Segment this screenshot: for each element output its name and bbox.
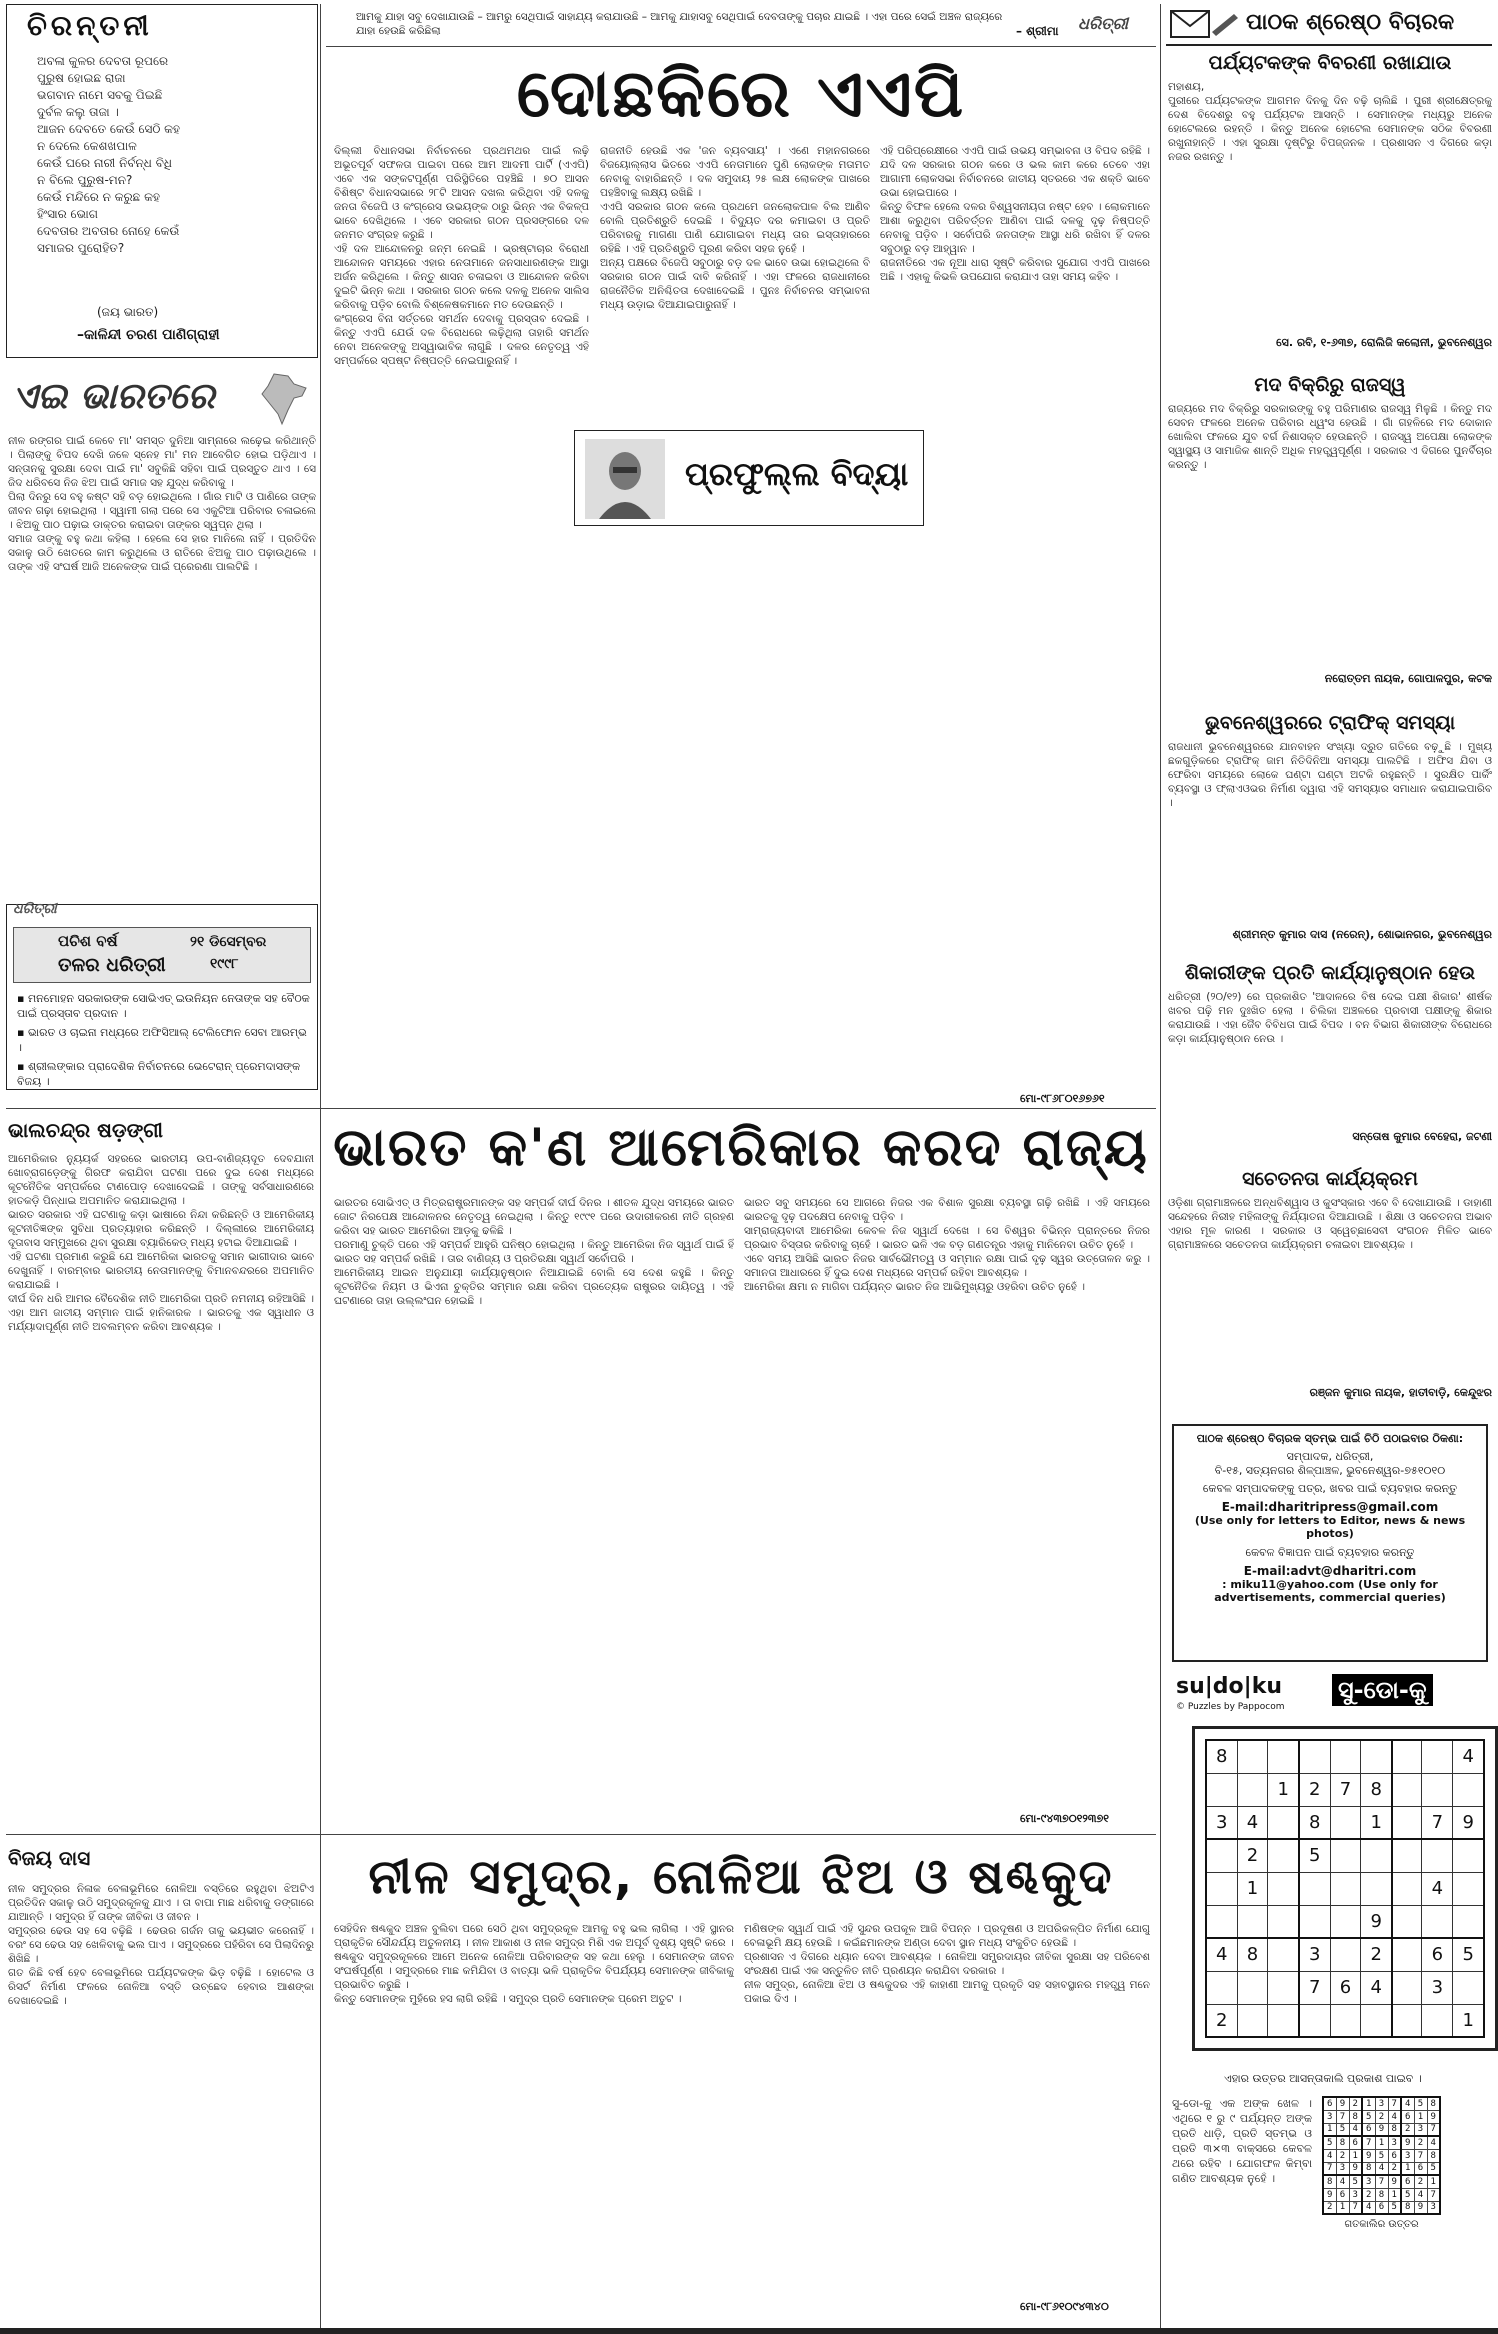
sudoku-cell: 8 xyxy=(1362,2162,1375,2175)
reader-header xyxy=(1166,4,1492,46)
sudoku-cell: 2 xyxy=(1414,2136,1427,2149)
sudoku-cell xyxy=(1268,1740,1299,1773)
sudoku-cell xyxy=(1268,1971,1299,2004)
sudoku-cell: 1 xyxy=(1336,2201,1349,2214)
sudoku-cell: 7 xyxy=(1362,2136,1375,2149)
sudoku-cell: 4 xyxy=(1401,2097,1414,2110)
sudoku-row xyxy=(1323,2175,1440,2188)
sudoku-cell xyxy=(1237,2004,1268,2037)
article-2-author: ଭାଲଚନ୍ଦ୍ର ଷଡ଼ଙ୍ଗୀ xyxy=(8,1118,163,1142)
sudoku-cell: 3 xyxy=(1375,2097,1388,2110)
sudoku-row xyxy=(1206,1740,1484,1773)
ei-bharat-header xyxy=(6,370,318,430)
sudoku-cell: 4 xyxy=(1323,2149,1336,2162)
sudoku-cell xyxy=(1299,2004,1330,2037)
letter-text: ଧରିତ୍ରୀ (୨୦/୧୨) ରେ ପ୍ରକାଶିତ 'ଆଦାଳରେ ବିଷ ଦେଇ ପକ୍ଷୀ ଶିକାର' ଶୀର୍ଷକ ଖବର ପଢ଼ି ମନ ଦୁଃଖିତ ହେଲା । ଚିଲିକା ଅଞ୍ଚଳରେ ପ୍ରବାସୀ ପକ୍ଷୀଙ୍କୁ ଶିକାର କରାଯାଉଛି । ଏହା ଜୈବ ବିବିଧତା ପାଇଁ ବିପଦ । ବନ ବିଭାଗ ଶିକାରୀଙ୍କ ବିରୋଧରେ କଡ଼ା କାର୍ଯ୍ୟାନୁଷ୍ଠାନ ନେଉ । xyxy=(1168,991,1492,1045)
sudoku-cell: 8 xyxy=(1427,2149,1440,2162)
sudoku-cell: 3 xyxy=(1299,1938,1330,1971)
letter-title: ଶିକାରୀଙ୍କ ପ୍ରତି କାର୍ଯ୍ୟାନୁଷ୍ଠାନ ହେଉ xyxy=(1184,962,1476,984)
sudoku-cell: 5 xyxy=(1362,2110,1375,2123)
article-3-col-3: ମଣିଷଙ୍କ ସ୍ୱାର୍ଥ ପାଇଁ ଏହି ସୁନ୍ଦର ଉପକୂଳ ଆଜି ବିପନ୍ନ । ପ୍ରଦୂଷଣ ଓ ଅପରିକଳ୍ପିତ ନିର୍ମାଣ ଯୋଗୁ ବେଳାଭୂମି କ୍ଷୟ ହେଉଛି । କଇଁଛମାନଙ୍କ ଅଣ୍ଡା ଦେବା ସ୍ଥାନ ମଧ୍ୟ ସଂକୁଚିତ ହେଉଛି । ପ୍ରଶାସନ ଏ ଦିଗରେ ଧ୍ୟାନ ଦେବା ଆବଶ୍ୟକ । ନୋଳିଆ ସମ୍ପ୍ରଦାୟର ଜୀବିକା ସୁରକ୍ଷା ସହ ପରିବେଶ ସଂରକ୍ଷଣ ପାଇଁ ଏକ ସନ୍ତୁଳିତ ନୀତି ପ୍ରଣୟନ କରାଯିବା ଦରକାର । ନୀଳ ସମୁଦ୍ର, ନୋଳିଆ ଝିଅ ଓ ଷଣ୍ଢକୁଦର ଏହି କାହାଣୀ ଆମକୁ ପ୍ରକୃତି ସହ ସହାବସ୍ଥାନର ମହତ୍ତ୍ୱ ମନେ ପକାଇ ଦିଏ । xyxy=(744,1923,1150,2005)
ei-bharat-text: ନୀଳ ରଙ୍ଗର ପାଇଁ କେବେ ମା' ସମସ୍ତ ଦୁନିଆ ସାମ୍ନାରେ ଲଢ଼େଇ କରିଥାନ୍ତି । ପିଲାଙ୍କୁ ବିପଦ ଦେଖି ଜଳେ ସ୍ନେହ ମା' ମନ ଆବେଗିତ ହୋଇ ପଡ଼ିଥାଏ । ସନ୍ତାନକୁ ସୁରକ୍ଷା ଦେବା ପାଇଁ ମା' ସବୁକିଛି ସହିବା ପାଇଁ ପ୍ରସ୍ତୁତ ଥାଏ । ସେ ଜିଦ ଧରିବସେ ନିଜ ଝିଅ ପାଇଁ ସମାଜ ସହ ଯୁଦ୍ଧ କରିବାକୁ । ପିଲା ଦିନରୁ ସେ ବହୁ କଷ୍ଟ ସହି ବଡ଼ ହୋଇଥିଲେ । ଗାଁର ମାଟି ଓ ପାଣିରେ ତାଙ୍କ ଜୀବନ ଗଢ଼ା ହୋଇଥିଲା । ସ୍ୱାମୀ ଗଲା ପରେ ସେ ଏକୁଟିଆ ପରିବାର ଚଳାଇଲେ । ଝିଅକୁ ପାଠ ପଢ଼ାଇ ଡାକ୍ତର କରାଇବା ତାଙ୍କର ସ୍ୱପ୍ନ ଥିଲା । ସମାଜ ତାଙ୍କୁ ବହୁ କଥା କହିଲା । ହେଲେ ସେ ହାର ମାନିଲେ ନାହିଁ । ପ୍ରତିଦିନ ସକାଳୁ ଉଠି ଖେତରେ କାମ କରୁଥିଲେ ଓ ରାତିରେ ଝିଅକୁ ପାଠ ପଢ଼ାଉଥିଲେ । ତାଙ୍କ ଏହି ସଂଘର୍ଷ ଆଜି ଅନେକଙ୍କ ପାଇଁ ପ୍ରେରଣା ପାଲଟିଛି । xyxy=(8,435,316,573)
sudoku-cell: 8 xyxy=(1349,2110,1362,2123)
sudoku-cell: 6 xyxy=(1375,2201,1388,2214)
letter-title: ପର୍ଯ୍ୟଟକଙ୍କ ବିବରଣୀ ରଖାଯାଉ xyxy=(1208,52,1452,74)
chirantani-author: –କାଳିନ୍ଦୀ ଚରଣ ପାଣିଗ୍ରାହୀ xyxy=(77,327,220,343)
sudoku-cell: 4 xyxy=(1349,2123,1362,2136)
sudoku-cell: 1 xyxy=(1237,1872,1268,1905)
sudoku-cell: 3 xyxy=(1349,2188,1362,2201)
contact-email[interactable]: E-mail:advt@dharitri.com xyxy=(1243,1564,1417,1578)
letter-2 xyxy=(1168,374,1492,704)
sudoku-cell: 5 xyxy=(1453,1938,1484,1971)
sudoku-cell xyxy=(1422,1773,1453,1806)
article-2-col-3: ଭାରତ ସବୁ ସମୟରେ ସେ ଆଗରେ ନିଜର ଏକ ବିଶାଳ ସୁରକ୍ଷା ବ୍ୟବସ୍ଥା ଗଢ଼ି ରଖିଛି । ଏହି ସମୟରେ ଭାରତକୁ ଦୃଢ଼ ପଦକ୍ଷେପ ନେବାକୁ ପଡ଼ିବ । ସାମ୍ରାଜ୍ୟବାଦୀ ଆମେରିକା କେବଳ ନିଜ ସ୍ୱାର୍ଥ ଦେଖେ । ସେ ବିଶ୍ୱର ବିଭିନ୍ନ ପ୍ରାନ୍ତରେ ନିଜର ପ୍ରଭାବ ବିସ୍ତାର କରିବାକୁ ଚାହେଁ । ଭାରତ ଭଳି ଏକ ବଡ଼ ଗଣତନ୍ତ୍ର ଏହାକୁ ମାନିନେବା ଉଚିତ ନୁହେଁ । ଏବେ ସମୟ ଆସିଛି ଭାରତ ନିଜର ସାର୍ବଭୌମତ୍ୱ ଓ ସମ୍ମାନ ରକ୍ଷା ପାଇଁ ଦୃଢ଼ ସ୍ୱର ଉତ୍ତୋଳନ କରୁ । ସମାନତା ଆଧାରରେ ହିଁ ଦୁଇ ଦେଶ ମଧ୍ୟରେ ସମ୍ପର୍କ ରହିବା ଆବଶ୍ୟକ । ଆମେରିକା କ୍ଷମା ନ ମାଗିବା ପର୍ଯ୍ୟନ୍ତ ଭାରତ ନିଜ ଆଭିମୁଖ୍ୟରୁ ଓହରିବା ଉଚିତ ନୁହେଁ । xyxy=(744,1197,1150,1293)
envelope-icon xyxy=(1170,10,1210,38)
sudoku-cell: 1 xyxy=(1453,2004,1484,2037)
article-2-signoff: ମୋ-୯୪୩୭୦୧୨୩୭୧ xyxy=(1020,1812,1109,1825)
sudoku-cell: 1 xyxy=(1268,1773,1299,1806)
sudoku-cell: 1 xyxy=(1375,2136,1388,2149)
sudoku-cell: 2 xyxy=(1206,2004,1237,2037)
sudoku-cell xyxy=(1422,1740,1453,1773)
sudoku-cell: 2 xyxy=(1323,2201,1336,2214)
sudoku-cell: 8 xyxy=(1323,2175,1336,2188)
sudoku-cell: 7 xyxy=(1299,1971,1330,2004)
sudoku-row xyxy=(1323,2110,1440,2123)
sudoku-cell: 3 xyxy=(1362,2175,1375,2188)
sudoku-answer xyxy=(1322,2096,1441,2230)
sudoku-cell: 8 xyxy=(1427,2097,1440,2110)
article-1-byline-box xyxy=(574,430,924,526)
sudoku-cell xyxy=(1299,1740,1330,1773)
sudoku-row xyxy=(1323,2188,1440,2201)
sudoku-cell xyxy=(1299,1872,1330,1905)
sudoku-cell: 4 xyxy=(1206,1938,1237,1971)
sudoku-cell: 2 xyxy=(1388,2162,1401,2175)
sudoku-cell xyxy=(1268,1839,1299,1872)
sudoku-cell: 2 xyxy=(1299,1773,1330,1806)
sudoku-cell xyxy=(1392,1806,1422,1839)
article-3-author: ବିଜୟ ଦାସ xyxy=(8,1846,91,1870)
sudoku-puzzle xyxy=(1192,1726,1498,2051)
sudoku-cell xyxy=(1237,1971,1268,2004)
sudoku-cell: 1 xyxy=(1401,2162,1414,2175)
sudoku-cell xyxy=(1392,1872,1422,1905)
sudoku-cell: 1 xyxy=(1323,2123,1336,2136)
sudoku-title: ସୁ-ଡୋ-କୁ xyxy=(1332,1674,1433,1706)
sudoku-cell: 4 xyxy=(1375,2162,1388,2175)
sudoku-cell: 5 xyxy=(1299,1839,1330,1872)
sudoku-cell: 4 xyxy=(1336,2175,1349,2188)
sudoku-cell: 6 xyxy=(1388,2149,1401,2162)
letter-title: ମଦ ବିକ୍ରିରୁ ରାଜସ୍ୱ xyxy=(1254,374,1406,396)
sudoku-cell: 4 xyxy=(1361,1971,1392,2004)
contact-line: ପାଠକ ଶ୍ରେଷ୍ଠ ବିଚାରକ ସ୍ତମ୍ଭ ପାଇଁ ଚିଠି ପଠାଇବାର ଠିକଣା: xyxy=(1196,1432,1464,1445)
sudoku-cell: 8 xyxy=(1237,1938,1268,1971)
sudoku-instructions: ସୁ-ଡୋ-କୁ ଏକ ଅଙ୍କ ଖେଳ । ଏଥିରେ ୧ ରୁ ୯ ପର୍ଯ୍ୟନ୍ତ ଅଙ୍କ ପ୍ରତି ଧାଡ଼ି, ପ୍ରତି ସ୍ତମ୍ଭ ଓ ପ୍ରତି ୩×୩ ବାକ୍ସରେ କେବଳ ଥରେ ରହିବ । ଯୋଗଫଳ କିମ୍ବା ଗଣିତ ଆବଶ୍ୟକ ନୁହେଁ । xyxy=(1172,2097,1312,2185)
sudoku-row xyxy=(1323,2201,1440,2214)
dharitri-25-date-1: ୨୧ ଡିସେମ୍ବର xyxy=(190,934,267,950)
reader-header-title: ପାଠକ ଶ୍ରେଷ୍ଠ ବିଚାରକ xyxy=(1246,10,1455,35)
sudoku-row xyxy=(1206,1773,1484,1806)
sudoku-cell: 9 xyxy=(1401,2136,1414,2149)
sudoku-cell: 3 xyxy=(1427,2201,1440,2214)
sudoku-row xyxy=(1206,1839,1484,1872)
sudoku-cell: 5 xyxy=(1427,2162,1440,2175)
letter-title: ଭୁବନେଶ୍ୱରରେ ଟ୍ରାଫିକ୍ ସମସ୍ୟା xyxy=(1204,712,1456,734)
sudoku-cell: 2 xyxy=(1414,2175,1427,2188)
sudoku-cell xyxy=(1268,1872,1299,1905)
sudoku-cell: 7 xyxy=(1323,2162,1336,2175)
sudoku-brand-sub: © Puzzles by Pappocom xyxy=(1176,1702,1285,1712)
letter-text: ରାଜ୍ୟରେ ମଦ ବିକ୍ରିରୁ ସରକାରଙ୍କୁ ବହୁ ପରିମାଣର ରାଜସ୍ୱ ମିଳୁଛି । କିନ୍ତୁ ମଦ ସେବନ ଫଳରେ ଅନେକ ପରିବାର ଧ୍ୱଂସ ହେଉଛି । ଗାଁ ଗହଳିରେ ମଦ ଦୋକାନ ଖୋଲିବା ଫଳରେ ଯୁବ ବର୍ଗ ନିଶାସକ୍ତ ହେଉଛନ୍ତି । ରାଜସ୍ୱ ଅପେକ୍ଷା ଲୋକଙ୍କ ସ୍ୱାସ୍ଥ୍ୟ ଓ ସାମାଜିକ ଶାନ୍ତି ଅଧିକ ମହତ୍ତ୍ୱପୂର୍ଣ୍ଣ । ସରକାର ଏ ଦିଗରେ ପୁନର୍ବିଚାର କରନ୍ତୁ । xyxy=(1168,403,1492,471)
dharitri-25-item: ▪ ଶ୍ରୀଲଙ୍କାର ପ୍ରାଦେଶିକ ନିର୍ବାଚନରେ ଭେଟେରାନ୍ ପ୍ରେମଦାସଙ୍କ ବିଜୟ । xyxy=(17,1060,301,1088)
contact-box xyxy=(1172,1424,1488,1662)
sudoku-cell xyxy=(1330,1740,1361,1773)
sudoku-cell: 2 xyxy=(1237,1839,1268,1872)
sudoku-cell xyxy=(1361,1839,1392,1872)
sudoku-row xyxy=(1323,2162,1440,2175)
article-3-col-1: ନୀଳ ସମୁଦ୍ରର ନିଳାକ ବେଳାଭୂମିରେ ନୋଳିଆ ବସ୍ତିରେ ରହୁଥିବା ଝିଅଟିଏ ପ୍ରତିଦିନ ସକାଳୁ ଉଠି ସମୁଦ୍ରକୂଳକୁ ଯାଏ । ତା ବାପା ମାଛ ଧରିବାକୁ ଡଙ୍ଗାରେ ଯାଆନ୍ତି । ସମୁଦ୍ର ହିଁ ତାଙ୍କ ଜୀବିକା ଓ ଜୀବନ । ସମୁଦ୍ରର ଢେଉ ସହ ସେ ବଢ଼ିଛି । ଢେଉର ଗର୍ଜନ ତାକୁ ଭୟଭୀତ କରେନାହିଁ । ବରଂ ସେ ଢେଉ ସହ ଖେଳିବାକୁ ଭଲ ପାଏ । ସମୁଦ୍ରରେ ପହଁରିବା ସେ ପିଲାଦିନରୁ ଶିଖିଛି । ଗତ କିଛି ବର୍ଷ ହେବ ବେଳାଭୂମିରେ ପର୍ଯ୍ୟଟକଙ୍କ ଭିଡ଼ ବଢ଼ିଛି । ହୋଟେଲ ଓ ରିସର୍ଟ ନିର୍ମାଣ ଫଳରେ ନୋଳିଆ ବସ୍ତି ଉଚ୍ଛେଦ ହେବାର ଆଶଙ୍କା ଦେଖାଦେଇଛି । xyxy=(8,1883,314,2007)
sudoku-cell: 2 xyxy=(1401,2123,1414,2136)
dharitri-logo: ଧରିତ୍ରୀ xyxy=(1078,14,1128,33)
article-1-col-1: ଦିଲ୍ଲୀ ବିଧାନସଭା ନିର୍ବାଚନରେ ପ୍ରଥମଥର ପାଇଁ ଲଢ଼ି ଅଭୂତପୂର୍ବ ସଫଳତା ପାଇବା ପରେ ଆମ ଆଦମୀ ପାର୍ଟି (ଏଏପି) ଏବେ ଏକ ସଙ୍କଟପୂର୍ଣ୍ଣ ପରିସ୍ଥିତିରେ ପହଞ୍ଚିଛି । ୭୦ ଆସନ ବିଶିଷ୍ଟ ବିଧାନସଭାରେ ୨୮ଟି ଆସନ ଦଖଲ କରିଥିବା ଏହି ଦଳକୁ ଜନତା ବିଜେପି ଓ କଂଗ୍ରେସ ଉଭୟଙ୍କ ଠାରୁ ଭିନ୍ନ ଏକ ବିକଳ୍ପ ଭାବେ ଦେଖିଥିଲେ । ଏବେ ସରକାର ଗଠନ ପ୍ରସଙ୍ଗରେ ଦଳ ଜନମତ ସଂଗ୍ରହ କରୁଛି । ଏହି ଦଳ ଆନ୍ଦୋଳନରୁ ଜନ୍ମ ନେଇଛି । ଭ୍ରଷ୍ଟାଚାର ବିରୋଧୀ ଆନ୍ଦୋଳନ ସମୟରେ ଏହାର ନେତାମାନେ ଜନସାଧାରଣଙ୍କ ଆସ୍ଥା ଅର୍ଜନ କରିଥିଲେ । କିନ୍ତୁ ଶାସନ ଚଳାଇବା ଓ ଆନ୍ଦୋଳନ କରିବା ଦୁଇଟି ଭିନ୍ନ କଥା । ସରକାର ଗଠନ କଲେ ଦଳକୁ ଅନେକ ସାଲିସ କରିବାକୁ ପଡ଼ିବ ବୋଲି ବିଶ୍ଳେଷକମାନେ ମତ ଦେଉଛନ୍ତି । କଂଗ୍ରେସ ବିନା ସର୍ତ୍ତରେ ସମର୍ଥନ ଦେବାକୁ ପ୍ରସ୍ତାବ ଦେଇଛି । କିନ୍ତୁ ଏଏପି ଯେଉଁ ଦଳ ବିରୋଧରେ ଲଢ଼ିଥିଲା ତାହାରି ସମର୍ଥନ ନେବା ଅନେକଙ୍କୁ ଅସ୍ୱାଭାବିକ ଲାଗୁଛି । ଦଳର ନେତୃତ୍ୱ ଏହି ସମ୍ପର୍କରେ ସ୍ପଷ୍ଟ ନିଷ୍ପତ୍ତି ନେଇପାରୁନାହିଁ । xyxy=(334,145,589,367)
sudoku-cell: 7 xyxy=(1427,2123,1440,2136)
dharitri-25-subtitle: ତଳର ଧରିତ୍ରୀ xyxy=(58,954,166,976)
sudoku-cell xyxy=(1206,1839,1237,1872)
article-1-signoff: ମୋ-୯୮୬୮୦୧୬୭୬୧ xyxy=(1020,1092,1105,1105)
sudoku-cell: 5 xyxy=(1336,2123,1349,2136)
sudoku-cell xyxy=(1361,1740,1392,1773)
letter-1 xyxy=(1168,52,1492,370)
article-3-headline: ନୀଳ ସମୁଦ୍ର, ନୋଳିଆ ଝିଅ ଓ ଷଣ୍ଢକୁଦ xyxy=(368,1849,1114,1905)
sudoku-cell xyxy=(1392,1839,1422,1872)
sudoku-cell: 1 xyxy=(1361,1806,1392,1839)
contact-line: ବି-୧୫, ସତ୍ୟନଗର ଶିଳ୍ପାଞ୍ଚଳ, ଭୁବନେଶ୍ୱର-୭୫୧୦୧୦ xyxy=(1214,1464,1446,1477)
sudoku-cell: 6 xyxy=(1401,2175,1414,2188)
chirantani-title: ଚିରନ୍ତନୀ xyxy=(27,9,153,42)
ei-bharat-title: ଏଇ ଭାରତରେ xyxy=(12,376,215,417)
dharitri-25-items xyxy=(17,991,313,1089)
sudoku-cell xyxy=(1422,1905,1453,1938)
sudoku-cell: 5 xyxy=(1349,2175,1362,2188)
sudoku-cell xyxy=(1206,1872,1237,1905)
sudoku-cell: 3 xyxy=(1414,2123,1427,2136)
sudoku-cell xyxy=(1330,1839,1361,1872)
sudoku-cell: 9 xyxy=(1388,2175,1401,2188)
pen-icon xyxy=(1210,12,1240,36)
contact-email[interactable]: : miku11@yahoo.com (Use only for advertisements, commercial queries) xyxy=(1214,1578,1446,1604)
sudoku-cell xyxy=(1392,1971,1422,2004)
dharitri-25-box xyxy=(6,901,318,1090)
letter-5 xyxy=(1168,1168,1492,1416)
sudoku-cell: 1 xyxy=(1427,2175,1440,2188)
dharitri-25-date-2: ୧୯୯୮ xyxy=(210,956,239,972)
article-2-col-2: ଭାରତର ସୋଭିଏତ୍ ଓ ମିତ୍ରରାଷ୍ଟ୍ରମାନଙ୍କ ସହ ସମ୍ପର୍କ ଦୀର୍ଘ ଦିନର । ଶୀତଳ ଯୁଦ୍ଧ ସମୟରେ ଭାରତ ଜୋଟ ନିରପେକ୍ଷ ଆନ୍ଦୋଳନର ନେତୃତ୍ୱ ନେଇଥିଲା । କିନ୍ତୁ ୧୯୯୧ ପରେ ଉଦାରୀକରଣ ନୀତି ଗ୍ରହଣ କରିବା ସହ ଭାରତ ଆମେରିକା ଆଡ଼କୁ ଢଳିଛି । ପରମାଣୁ ଚୁକ୍ତି ପରେ ଏହି ସମ୍ପର୍କ ଆହୁରି ଘନିଷ୍ଠ ହୋଇଥିଲା । କିନ୍ତୁ ଆମେରିକା ନିଜ ସ୍ୱାର୍ଥ ପାଇଁ ହିଁ ଭାରତ ସହ ସମ୍ପର୍କ ରଖିଛି । ତାର ବାଣିଜ୍ୟ ଓ ପ୍ରତିରକ୍ଷା ସ୍ୱାର୍ଥ ସର୍ବୋପରି । ଆମେରିକୀୟ ଆଇନ ଅନୁଯାୟୀ କାର୍ଯ୍ୟାନୁଷ୍ଠାନ ନିଆଯାଇଛି ବୋଲି ସେ ଦେଶ କହୁଛି । କିନ୍ତୁ କୂଟନୈତିକ ନିୟମ ଓ ଭିଏନା ଚୁକ୍ତିର ସମ୍ମାନ ରକ୍ଷା କରିବା ପ୍ରତ୍ୟେକ ରାଷ୍ଟ୍ରର ଦାୟିତ୍ୱ । ଏହି ଘଟଣାରେ ତାହା ଉଲ୍ଲଂଘନ ହୋଇଛି । xyxy=(334,1197,734,1307)
sudoku-cell: 6 xyxy=(1414,2162,1427,2175)
sudoku-cell: 2 xyxy=(1375,2110,1388,2123)
sudoku-cell xyxy=(1330,1905,1361,1938)
contact-note: (Use only for letters to Editor, news & news photos) xyxy=(1194,1514,1466,1540)
sudoku-cell xyxy=(1453,1872,1484,1905)
sudoku-cell: 2 xyxy=(1336,2149,1349,2162)
sudoku-cell: 3 xyxy=(1206,1806,1237,1839)
quote-text: ଆମକୁ ଯାହା ସବୁ ଦେଖାଯାଉଛି – ଆମରୁ ସେଥିପାଇଁ ସାହାଯ୍ୟ କରାଯାଉଛି – ଆମକୁ ଯାହାସବୁ ସେଥିପାଇଁ ଦେବତାଙ୍କୁ ପଚାର ଯାଇଛି । ଏହା ପରେ ସେଇଁ ଅଞ୍ଚଳ ରାଜ୍ୟରେ ଯାହା ହେଉଛି କରିଛିଲା xyxy=(356,11,1003,37)
article-3-signoff: ମୋ-୯୮୬୧୦୯୪୩୪୦ xyxy=(1020,2300,1109,2313)
article-3-col-2: ସେହିଦିନ ଷଣ୍ଢକୁଦ ଅଞ୍ଚଳ ବୁଲିବା ପରେ ସେଠି ଥିବା ସମୁଦ୍ରକୂଳ ଆମକୁ ବହୁ ଭଲ ଲାଗିଲା । ଏହି ସ୍ଥାନର ପ୍ରାକୃତିକ ସୌନ୍ଦର୍ଯ୍ୟ ଅତୁଳନୀୟ । ନୀଳ ଆକାଶ ଓ ନୀଳ ସମୁଦ୍ର ମିଶି ଏକ ଅପୂର୍ବ ଦୃଶ୍ୟ ସୃଷ୍ଟି କରେ । ଷଣ୍ଢକୁଦ ସମୁଦ୍ରକୂଳରେ ଆମେ ଅନେକ ନୋଳିଆ ପରିବାରଙ୍କ ସହ କଥା ହେଲୁ । ସେମାନଙ୍କ ଜୀବନ ସଂଘର୍ଷପୂର୍ଣ୍ଣ । ସମୁଦ୍ରରେ ମାଛ କମିଯିବା ଓ ବାତ୍ୟା ଭଳି ପ୍ରାକୃତିକ ବିପର୍ଯ୍ୟୟ ସେମାନଙ୍କ ଜୀବିକାକୁ ପ୍ରଭାବିତ କରୁଛି । କିନ୍ତୁ ସେମାନଙ୍କ ମୁହଁରେ ହସ ଲାଗି ରହିଛି । ସମୁଦ୍ର ପ୍ରତି ସେମାନଙ୍କ ପ୍ରେମ ଅତୁଟ । xyxy=(334,1923,734,2005)
dharitri-25-years: ପଚିଶ ବର୍ଷ xyxy=(58,932,118,950)
contact-line: କେବଳ ସମ୍ପାଦକଙ୍କୁ ପତ୍ର, ଖବର ପାଇଁ ବ୍ୟବହାର କରନ୍ତୁ xyxy=(1202,1482,1458,1495)
sudoku-grid xyxy=(1205,1739,1485,2038)
sudoku-answer-caption: ଗତକାଲିର ଉତ୍ତର xyxy=(1344,2219,1419,2230)
letter-4 xyxy=(1168,962,1492,1162)
sudoku-cell: 8 xyxy=(1401,2201,1414,2214)
sudoku-row xyxy=(1323,2136,1440,2149)
sudoku-cell xyxy=(1299,1905,1330,1938)
sudoku-cell xyxy=(1268,1905,1299,1938)
sudoku-cell: 9 xyxy=(1453,1806,1484,1839)
sudoku-cell: 3 xyxy=(1323,2110,1336,2123)
sudoku-cell: 8 xyxy=(1206,1740,1237,1773)
article-1-col-3: ଏହି ପରିପ୍ରେକ୍ଷୀରେ ଏଏପି ପାଇଁ ଉଭୟ ସମ୍ଭାବନା ଓ ବିପଦ ରହିଛି । ଯଦି ଦଳ ସରକାର ଗଠନ କରେ ଓ ଭଲ କାମ କରେ ତେବେ ଏହା ଆଗାମୀ ଲୋକସଭା ନିର୍ବାଚନରେ ଜାତୀୟ ସ୍ତରରେ ଏକ ଶକ୍ତି ଭାବେ ଉଭା ହୋଇପାରେ । କିନ୍ତୁ ବିଫଳ ହେଲେ ଦଳର ବିଶ୍ୱସନୀୟତା ନଷ୍ଟ ହେବ । ଲୋକମାନେ ଆଶା କରୁଥିବା ପରିବର୍ତ୍ତନ ଆଣିବା ପାଇଁ ଦଳକୁ ଦୃଢ଼ ନିଷ୍ପତ୍ତି ନେବାକୁ ପଡ଼ିବ । ସର୍ବୋପରି ଜନତାଙ୍କ ଆସ୍ଥା ଧରି ରଖିବା ହିଁ ଦଳର ସବୁଠାରୁ ବଡ଼ ଆହ୍ୱାନ । ରାଜନୀତିରେ ଏକ ନୂଆ ଧାରା ସୃଷ୍ଟି କରିବାର ସୁଯୋଗ ଏଏପି ପାଖରେ ଅଛି । ଏହାକୁ କିଭଳି ଉପଯୋଗ କରାଯାଏ ତାହା ସମୟ କହିବ । xyxy=(880,145,1150,283)
sudoku-cell: 6 xyxy=(1349,2136,1362,2149)
sudoku-cell xyxy=(1330,1872,1361,1905)
sudoku-answer-grid xyxy=(1322,2096,1441,2215)
sudoku-note: ଏହାର ଉତ୍ତର ଆସନ୍ତାକାଲି ପ୍ରକାଶ ପାଇବ । xyxy=(1224,2072,1422,2085)
sudoku-header xyxy=(1172,1672,1488,1718)
sudoku-cell: 4 xyxy=(1237,1806,1268,1839)
sudoku-cell: 4 xyxy=(1362,2201,1375,2214)
sudoku-cell xyxy=(1361,1872,1392,1905)
sudoku-row xyxy=(1206,1971,1484,2004)
sudoku-row xyxy=(1206,1872,1484,1905)
sudoku-cell: 2 xyxy=(1349,2097,1362,2110)
article-2-col-1: ଆମେରିକାର ନ୍ୟୁୟର୍କ ସହରରେ ଭାରତୀୟ ଉପ-ବାଣିଜ୍ୟଦୂତ ଦେବଯାନୀ ଖୋବ୍ରାଗଡ଼େଙ୍କୁ ଗିରଫ କରାଯିବା ଘଟଣା ପରେ ଦୁଇ ଦେଶ ମଧ୍ୟରେ କୂଟନୈତିକ ସମ୍ପର୍କରେ ଟାଣପୋଡ଼ ଦେଖାଦେଇଛି । ତାଙ୍କୁ ସର୍ବସାଧାରଣରେ ହାତକଡ଼ି ପିନ୍ଧାଇ ଅପମାନିତ କରାଯାଇଥିଲା । ଭାରତ ସରକାର ଏହି ଘଟଣାକୁ କଡ଼ା ଭାଷାରେ ନିନ୍ଦା କରିଛନ୍ତି ଓ ଆମେରିକୀୟ କୂଟନୀତିଜ୍ଞଙ୍କ ସୁବିଧା ପ୍ରତ୍ୟାହାର କରିଛନ୍ତି । ଦିଲ୍ଲୀରେ ଆମେରିକୀୟ ଦୂତାବାସ ସମ୍ମୁଖରେ ଥିବା ସୁରକ୍ଷା ବ୍ୟାରିକେଡ୍ ମଧ୍ୟ ହଟାଇ ଦିଆଯାଇଛି । ଏହି ଘଟଣା ପ୍ରମାଣ କରୁଛି ଯେ ଆମେରିକା ଭାରତକୁ ସମାନ ଭାଗୀଦାର ଭାବେ ଦେଖୁନାହିଁ । ବାରମ୍ବାର ଭାରତୀୟ ନେତାମାନଙ୍କୁ ବିମାନବନ୍ଦରରେ ଅପମାନିତ କରାଯାଇଛି । ଦୀର୍ଘ ଦିନ ଧରି ଆମର ବୈଦେଶିକ ନୀତି ଆମେରିକା ପ୍ରତି ନମନୀୟ ରହିଆସିଛି । ଏହା ଆମ ଜାତୀୟ ସମ୍ମାନ ପାଇଁ ହାନିକାରକ । ଭାରତକୁ ଏକ ସ୍ୱାଧୀନ ଓ ମର୍ଯ୍ୟାଦାପୂର୍ଣ୍ଣ ନୀତି ଅବଲମ୍ବନ କରିବା ଆବଶ୍ୟକ । xyxy=(8,1153,314,1333)
letter-text: ରାଜଧାନୀ ଭୁବନେଶ୍ୱରରେ ଯାନବାହନ ସଂଖ୍ୟା ଦ୍ରୁତ ଗତିରେ ବଢ଼ୁଛି । ମୁଖ୍ୟ ଛକଗୁଡ଼ିକରେ ଟ୍ରାଫିକ୍ ଜାମ ନିତିଦିନିଆ ସମସ୍ୟା ପାଲଟିଛି । ଅଫିସ ଯିବା ଓ ଫେରିବା ସମୟରେ ଲୋକେ ଘଣ୍ଟା ଘଣ୍ଟା ଅଟକି ରହୁଛନ୍ତି । ସୁରକ୍ଷିତ ପାର୍କିଂ ବ୍ୟବସ୍ଥା ଓ ଫ୍ଲାଏଓଭର ନିର୍ମାଣ ଦ୍ୱାରା ଏହି ସମସ୍ୟାର ସମାଧାନ କରାଯାଇପାରିବ । xyxy=(1168,741,1492,809)
chirantani-source: (ଜୟ ଭାରତ) xyxy=(97,305,159,319)
sudoku-cell: 1 xyxy=(1362,2097,1375,2110)
sudoku-cell: 7 xyxy=(1427,2188,1440,2201)
sudoku-row xyxy=(1206,1806,1484,1839)
sudoku-cell: 5 xyxy=(1414,2097,1427,2110)
sudoku-cell: 6 xyxy=(1362,2123,1375,2136)
dharitri-25-banner xyxy=(13,927,311,983)
sudoku-row xyxy=(1323,2123,1440,2136)
sudoku-cell xyxy=(1206,1773,1237,1806)
sudoku-row xyxy=(1323,2097,1440,2110)
sudoku-cell xyxy=(1268,1938,1299,1971)
sudoku-cell xyxy=(1392,2004,1422,2037)
letter-author: ଶ୍ରୀମନ୍ତ କୁମାର ଦାସ (ନରେନ୍), ଶୋଭାନଗର, ଭୁବନେଶ୍ୱର xyxy=(1232,928,1492,941)
sudoku-cell xyxy=(1268,1806,1299,1839)
sudoku-cell xyxy=(1361,2004,1392,2037)
sudoku-cell xyxy=(1237,1740,1268,1773)
sudoku-cell: 4 xyxy=(1427,2136,1440,2149)
sudoku-cell: 7 xyxy=(1330,1773,1361,1806)
sudoku-cell xyxy=(1392,1938,1422,1971)
sudoku-cell: 1 xyxy=(1414,2110,1427,2123)
sudoku-cell xyxy=(1422,2004,1453,2037)
sudoku-cell: 3 xyxy=(1422,1971,1453,2004)
contact-line: ସମ୍ପାଦକ, ଧରିତ୍ରୀ, xyxy=(1286,1450,1374,1463)
letter-text: ମହାଶୟ, ପୁରୀରେ ପର୍ଯ୍ୟଟକଙ୍କ ଆଗମନ ଦିନକୁ ଦିନ ବଢ଼ି ଚାଲିଛି । ପୁରୀ ଶ୍ରୀକ୍ଷେତ୍ରକୁ ଦେଶ ବିଦେଶରୁ ବହୁ ପର୍ଯ୍ୟଟକ ଆସନ୍ତି । ସେମାନଙ୍କ ମଧ୍ୟରୁ ଅନେକ ହୋଟେଲରେ ରହନ୍ତି । କିନ୍ତୁ ଅନେକ ହୋଟେଲ ସେମାନଙ୍କ ସଠିକ ବିବରଣୀ ରଖୁନାହାନ୍ତି । ଏହା ସୁରକ୍ଷା ଦୃଷ୍ଟିରୁ ବିପଜ୍ଜନକ । ପ୍ରଶାସନ ଏ ଦିଗରେ କଡ଼ା ନଜର ରଖନ୍ତୁ । xyxy=(1168,81,1492,163)
sudoku-cell: 6 xyxy=(1323,2097,1336,2110)
sudoku-cell xyxy=(1330,1806,1361,1839)
sudoku-cell: 8 xyxy=(1336,2136,1349,2149)
contact-email[interactable]: E-mail:dharitripress@gmail.com xyxy=(1221,1500,1439,1514)
sudoku-cell xyxy=(1237,1905,1268,1938)
letter-3 xyxy=(1168,712,1492,958)
sudoku-cell: 7 xyxy=(1388,2097,1401,2110)
letter-author: ସନ୍ତୋଷ କୁମାର ବେହେରା, ଜଟଣୀ xyxy=(1352,1130,1492,1143)
sudoku-brand: su|do|ku xyxy=(1176,1674,1282,1699)
sudoku-cell xyxy=(1237,1773,1268,1806)
sudoku-cell: 5 xyxy=(1323,2136,1336,2149)
sudoku-cell xyxy=(1392,1773,1422,1806)
sudoku-cell: 3 xyxy=(1388,2136,1401,2149)
contact-line: କେବଳ ବିଜ୍ଞାପନ ପାଇଁ ବ୍ୟବହାର କରନ୍ତୁ xyxy=(1245,1546,1415,1559)
sudoku-row xyxy=(1206,1938,1484,1971)
author-portrait xyxy=(585,439,665,519)
sudoku-cell: 1 xyxy=(1349,2149,1362,2162)
sudoku-cell: 9 xyxy=(1336,2097,1349,2110)
article-1-byline-name: ପ୍ରଫୁଲ୍ଲ ବିଦ୍ୟା xyxy=(685,455,909,493)
india-map-icon xyxy=(254,370,312,428)
sudoku-cell: 9 xyxy=(1361,1905,1392,1938)
sudoku-cell: 4 xyxy=(1422,1872,1453,1905)
sudoku-cell: 9 xyxy=(1349,2162,1362,2175)
letter-title: ସଚେତନତା କାର୍ଯ୍ୟକ୍ରମ xyxy=(1242,1168,1418,1190)
sudoku-cell xyxy=(1206,1905,1237,1938)
sudoku-cell: 9 xyxy=(1414,2201,1427,2214)
sudoku-cell: 3 xyxy=(1401,2149,1414,2162)
quote-banner xyxy=(326,4,1156,44)
sudoku-cell: 6 xyxy=(1422,1938,1453,1971)
sudoku-cell: 7 xyxy=(1349,2201,1362,2214)
letter-author: ସେ. ରବି, ୧-୬୩୭, ରୋଲିଜି କଲୋନୀ, ଭୁବନେଶ୍ୱର xyxy=(1276,336,1492,349)
dharitri-25-item: ▪ ମନମୋହନ ସରକାରଙ୍କ ସୋଭିଏତ୍ ଇଉନିୟନ ନେତାଙ୍କ ସହ ବୈଠକ ପାଇଁ ପ୍ରସ୍ତାବ ପ୍ରଦାନ । xyxy=(17,992,310,1020)
chirantani-poem: ଅବଳା କୁଳର ଦେବତା ରୂପରେ ପୁରୁଷ ହୋଇଛ ରାଜା ଭଗବାନ ନାମେ ସବକୁ ପିଇଛି ଦୁର୍ବଳ କଲୁ ତାଜା । ଆଜନ ଦେବତେ କେଉଁ ସେଠି କହ ନ ଦେଲେ କେଶଖପାଳ କେଉଁ ଘରେ ନାରୀ ନିର୍ବନ୍ଧ ବିଧି ନ ବିଲେ ପୁରୁଷ-ମନ? କେଉଁ ମନ୍ଦିରେ ନ କରୁଛ କହ ହିଂସାର ଭୋଗ ଦେବତାର ଅବତାର ନୋହେ କେଉଁ ସମାଜର ପୁରୋହିତ? xyxy=(37,54,181,255)
sudoku-cell: 6 xyxy=(1401,2110,1414,2123)
letter-text: ଓଡ଼ିଶା ଗ୍ରାମାଞ୍ଚଳରେ ଅନ୍ଧବିଶ୍ୱାସ ଓ କୁସଂସ୍କାର ଏବେ ବି ଦେଖାଯାଉଛି । ଡାହାଣୀ ସନ୍ଦେହରେ ନିରୀହ ମହିଳାଙ୍କୁ ନିର୍ଯ୍ୟାତନା ଦିଆଯାଉଛି । ଶିକ୍ଷା ଓ ସଚେତନତା ଅଭାବ ଏହାର ମୂଳ କାରଣ । ସରକାର ଓ ସ୍ୱେଚ୍ଛାସେବୀ ସଂଗଠନ ମିଳିତ ଭାବେ ଗ୍ରାମାଞ୍ଚଳରେ ସଚେତନତା କାର୍ଯ୍ୟକ୍ରମ ଚଳାଇବା ଆବଶ୍ୟକ । xyxy=(1168,1197,1492,1251)
chirantani-box xyxy=(6,4,318,358)
sudoku-cell xyxy=(1392,1740,1422,1773)
sudoku-cell: 2 xyxy=(1362,2188,1375,2201)
sudoku-cell xyxy=(1422,1839,1453,1872)
sudoku-cell: 9 xyxy=(1427,2110,1440,2123)
sudoku-cell: 4 xyxy=(1414,2188,1427,2201)
sudoku-cell: 4 xyxy=(1453,1740,1484,1773)
sudoku-cell xyxy=(1206,1971,1237,2004)
letter-author: ନରୋତ୍ତମ ନାୟକ, ଗୋପାଳପୁର, କଟକ xyxy=(1324,672,1492,685)
sudoku-row xyxy=(1206,1905,1484,1938)
sudoku-cell: 5 xyxy=(1401,2188,1414,2201)
sudoku-cell: 7 xyxy=(1422,1806,1453,1839)
sudoku-cell: 7 xyxy=(1375,2175,1388,2188)
sudoku-cell: 9 xyxy=(1323,2188,1336,2201)
sudoku-cell: 9 xyxy=(1375,2123,1388,2136)
sudoku-cell: 6 xyxy=(1330,1971,1361,2004)
sudoku-cell: 6 xyxy=(1336,2188,1349,2201)
article-1-col-2: ରାଜନୀତି ହେଉଛି ଏକ 'ଜନ ବ୍ୟବସାୟ' । ଏଣେ ମହାନଗରରେ ବିଜୟୋଲ୍ଲାସ ଭିତରେ ଏଏପି ନେତାମାନେ ପୁଣି ଲୋକଙ୍କ ମତାମତ ନେବାକୁ ବାହାରିଛନ୍ତି । ଦଳ ସମୁଦାୟ ୨୫ ଲକ୍ଷ ଲୋକଙ୍କ ପାଖରେ ପହଞ୍ଚିବାକୁ ଲକ୍ଷ୍ୟ ରଖିଛି । ଏଏପି ସରକାର ଗଠନ କଲେ ପ୍ରଥମେ ଜନଲୋକପାଳ ବିଲ ଆଣିବ ବୋଲି ପ୍ରତିଶ୍ରୁତି ଦେଇଛି । ବିଦ୍ୟୁତ ଦର କମାଇବା ଓ ପ୍ରତି ପରିବାରକୁ ମାଗଣା ପାଣି ଯୋଗାଇବା ମଧ୍ୟ ତାର ଇସ୍ତାହାରରେ ରହିଛି । ଏହି ପ୍ରତିଶ୍ରୁତି ପୂରଣ କରିବା ସହଜ ନୁହେଁ । ଅନ୍ୟ ପକ୍ଷରେ ବିଜେପି ସବୁଠାରୁ ବଡ଼ ଦଳ ଭାବେ ଉଭା ହୋଇଥିଲେ ବି ସରକାର ଗଠନ ପାଇଁ ଦାବି କରିନାହିଁ । ଏହା ଫଳରେ ରାଜଧାନୀରେ ରାଜନୈତିକ ଅନିଶ୍ଚିତତା ଦେଖାଦେଇଛି । ପୁନଃ ନିର୍ବାଚନର ସମ୍ଭାବନା ମଧ୍ୟ ଉଡ଼ାଇ ଦିଆଯାଇପାରୁନାହିଁ । xyxy=(600,145,870,311)
sudoku-cell xyxy=(1453,1971,1484,2004)
sudoku-row xyxy=(1323,2149,1440,2162)
sudoku-cell xyxy=(1330,2004,1361,2037)
sudoku-cell: 9 xyxy=(1362,2149,1375,2162)
sudoku-row xyxy=(1206,2004,1484,2037)
article-2-headline: ଭାରତ କ'ଣ ଆମେରିକାର କରଦ ରାଜ୍ୟ xyxy=(333,1118,1149,1178)
quote-author: – ଶ୍ରୀମା xyxy=(1016,24,1059,38)
dharitri-25-item: ▪ ଭାରତ ଓ ଚାଇନା ମଧ୍ୟରେ ଅଫିସିଆଲ୍ ଟେଲିଫୋନ ସେବା ଆରମ୍ଭ । xyxy=(17,1026,307,1054)
sudoku-cell: 5 xyxy=(1388,2201,1401,2214)
sudoku-cell xyxy=(1453,1773,1484,1806)
sudoku-cell: 8 xyxy=(1375,2188,1388,2201)
sudoku-cell: 1 xyxy=(1388,2188,1401,2201)
letter-author: ରଞ୍ଜନ କୁମାର ନାୟକ, ହାତୀବାଡ଼ି, କେନ୍ଦୁଝର xyxy=(1309,1386,1492,1399)
bottom-bar xyxy=(0,2328,1498,2334)
sudoku-cell: 3 xyxy=(1336,2162,1349,2175)
sudoku-cell xyxy=(1453,1839,1484,1872)
sudoku-cell: 8 xyxy=(1299,1806,1330,1839)
sudoku-cell: 2 xyxy=(1361,1938,1392,1971)
sudoku-cell xyxy=(1453,1905,1484,1938)
dharitri-25-label: ଧରିତ୍ରୀ xyxy=(13,901,57,917)
sudoku-cell xyxy=(1392,1905,1422,1938)
sudoku-cell xyxy=(1268,2004,1299,2037)
sudoku-cell: 7 xyxy=(1336,2110,1349,2123)
sudoku-cell: 8 xyxy=(1361,1773,1392,1806)
article-1-headline: ଦୋଛକିରେ ଏଏପି xyxy=(516,55,966,132)
sudoku-cell: 7 xyxy=(1414,2149,1427,2162)
sudoku-cell: 8 xyxy=(1388,2123,1401,2136)
sudoku-cell xyxy=(1330,1938,1361,1971)
sudoku-cell: 5 xyxy=(1375,2149,1388,2162)
sudoku-cell: 4 xyxy=(1388,2110,1401,2123)
